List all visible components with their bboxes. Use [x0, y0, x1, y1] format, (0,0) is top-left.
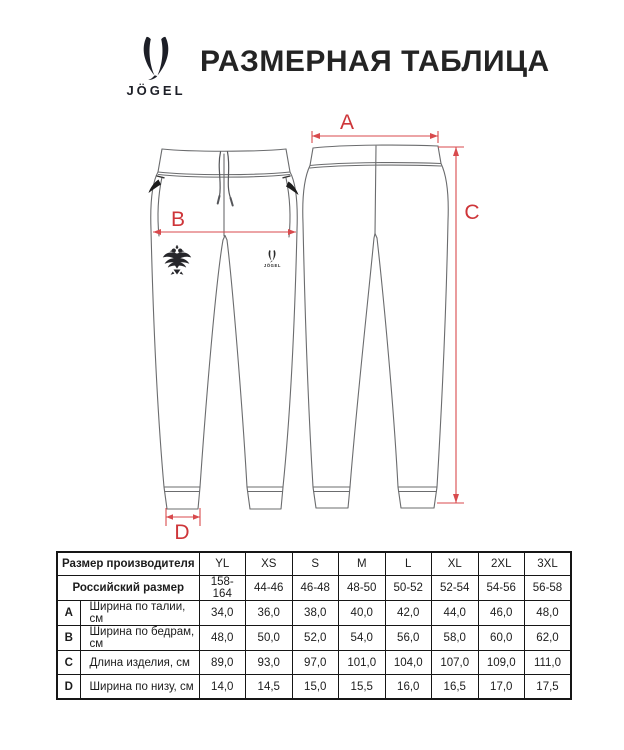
table-cell: 46,0 — [478, 601, 525, 626]
dimension-arrow-a — [312, 131, 438, 143]
table-cell: 42,0 — [385, 601, 432, 626]
drawstring — [218, 152, 233, 206]
table-row-manufacturer-size — [57, 552, 571, 576]
table-cell: 38,0 — [292, 601, 339, 626]
table-cell: 17,5 — [525, 675, 572, 700]
pants-front-drawing — [149, 149, 299, 509]
leg-brand-logo-text: JÖGEL — [263, 263, 282, 268]
row-header: Размер производителя — [57, 552, 199, 576]
row-header: Российский размер — [57, 576, 199, 601]
table-row-bottom-width — [57, 675, 571, 700]
table-cell: 50,0 — [246, 626, 293, 651]
pocket-zipper-right — [283, 176, 299, 237]
jogel-logo-icon — [138, 36, 174, 80]
table-cell: 62,0 — [525, 626, 572, 651]
size-col-header: L — [385, 552, 432, 576]
table-cell: 56,0 — [385, 626, 432, 651]
table-cell: 16,0 — [385, 675, 432, 700]
table-cell: 60,0 — [478, 626, 525, 651]
table-cell: 14,0 — [199, 675, 246, 700]
leg-brand-logo-icon — [264, 250, 281, 268]
table-cell: 17,0 — [478, 675, 525, 700]
dimension-letter: A — [57, 601, 80, 626]
size-col-header: 3XL — [525, 552, 572, 576]
dimension-name: Ширина по талии, см — [80, 601, 199, 626]
table-row-russian-size — [57, 576, 571, 601]
table-cell: 97,0 — [292, 651, 339, 675]
dimension-arrow-c — [437, 147, 464, 503]
dimension-label-c: C — [464, 201, 480, 224]
table-cell: 48,0 — [199, 626, 246, 651]
table-cell: 52,0 — [292, 626, 339, 651]
table-cell: 46-48 — [292, 576, 339, 601]
dimension-name: Длина изделия, см — [80, 651, 199, 675]
table-row-waist-width — [57, 601, 571, 626]
table-cell: 15,5 — [339, 675, 386, 700]
size-col-header: S — [292, 552, 339, 576]
table-cell: 56-58 — [525, 576, 572, 601]
table-cell: 50-52 — [385, 576, 432, 601]
table-cell: 104,0 — [385, 651, 432, 675]
dimension-name: Ширина по бедрам, см — [80, 626, 199, 651]
table-cell: 58,0 — [432, 626, 479, 651]
dimension-letter: D — [57, 675, 80, 700]
table-cell: 107,0 — [432, 651, 479, 675]
size-col-header: 2XL — [478, 552, 525, 576]
size-table — [56, 551, 572, 700]
dimension-annotations — [153, 111, 480, 544]
table-cell: 111,0 — [525, 651, 572, 675]
table-cell: 36,0 — [246, 601, 293, 626]
table-cell: 48,0 — [525, 601, 572, 626]
table-cell: 44-46 — [246, 576, 293, 601]
table-cell: 14,5 — [246, 675, 293, 700]
table-cell: 16,5 — [432, 675, 479, 700]
table-cell: 52-54 — [432, 576, 479, 601]
table-row-hip-width — [57, 626, 571, 651]
table-row-length — [57, 651, 571, 675]
brand-logo — [118, 36, 194, 98]
size-col-header: XL — [432, 552, 479, 576]
size-col-header: YL — [199, 552, 246, 576]
table-cell: 101,0 — [339, 651, 386, 675]
table-cell: 48-50 — [339, 576, 386, 601]
brand-logo-text: JÖGEL — [126, 83, 186, 98]
table-cell: 54-56 — [478, 576, 525, 601]
dimension-label-a: A — [339, 111, 355, 134]
table-cell: 54,0 — [339, 626, 386, 651]
pants-back-drawing — [303, 145, 448, 508]
size-diagram — [0, 108, 624, 552]
page-title: РАЗМЕРНАЯ ТАБЛИЦА — [200, 45, 550, 78]
table-cell: 158-164 — [199, 576, 246, 601]
dimension-name: Ширина по низу, см — [80, 675, 199, 700]
table-cell: 34,0 — [199, 601, 246, 626]
dimension-label-b: B — [170, 208, 186, 231]
size-col-header: M — [339, 552, 386, 576]
table-cell: 44,0 — [432, 601, 479, 626]
table-cell: 40,0 — [339, 601, 386, 626]
dimension-letter: B — [57, 626, 80, 651]
russia-emblem-icon — [163, 245, 191, 274]
table-cell: 89,0 — [199, 651, 246, 675]
table-cell: 109,0 — [478, 651, 525, 675]
table-cell: 15,0 — [292, 675, 339, 700]
dimension-label-d: D — [174, 521, 190, 544]
size-col-header: XS — [246, 552, 293, 576]
dimension-letter: C — [57, 651, 80, 675]
table-cell: 93,0 — [246, 651, 293, 675]
